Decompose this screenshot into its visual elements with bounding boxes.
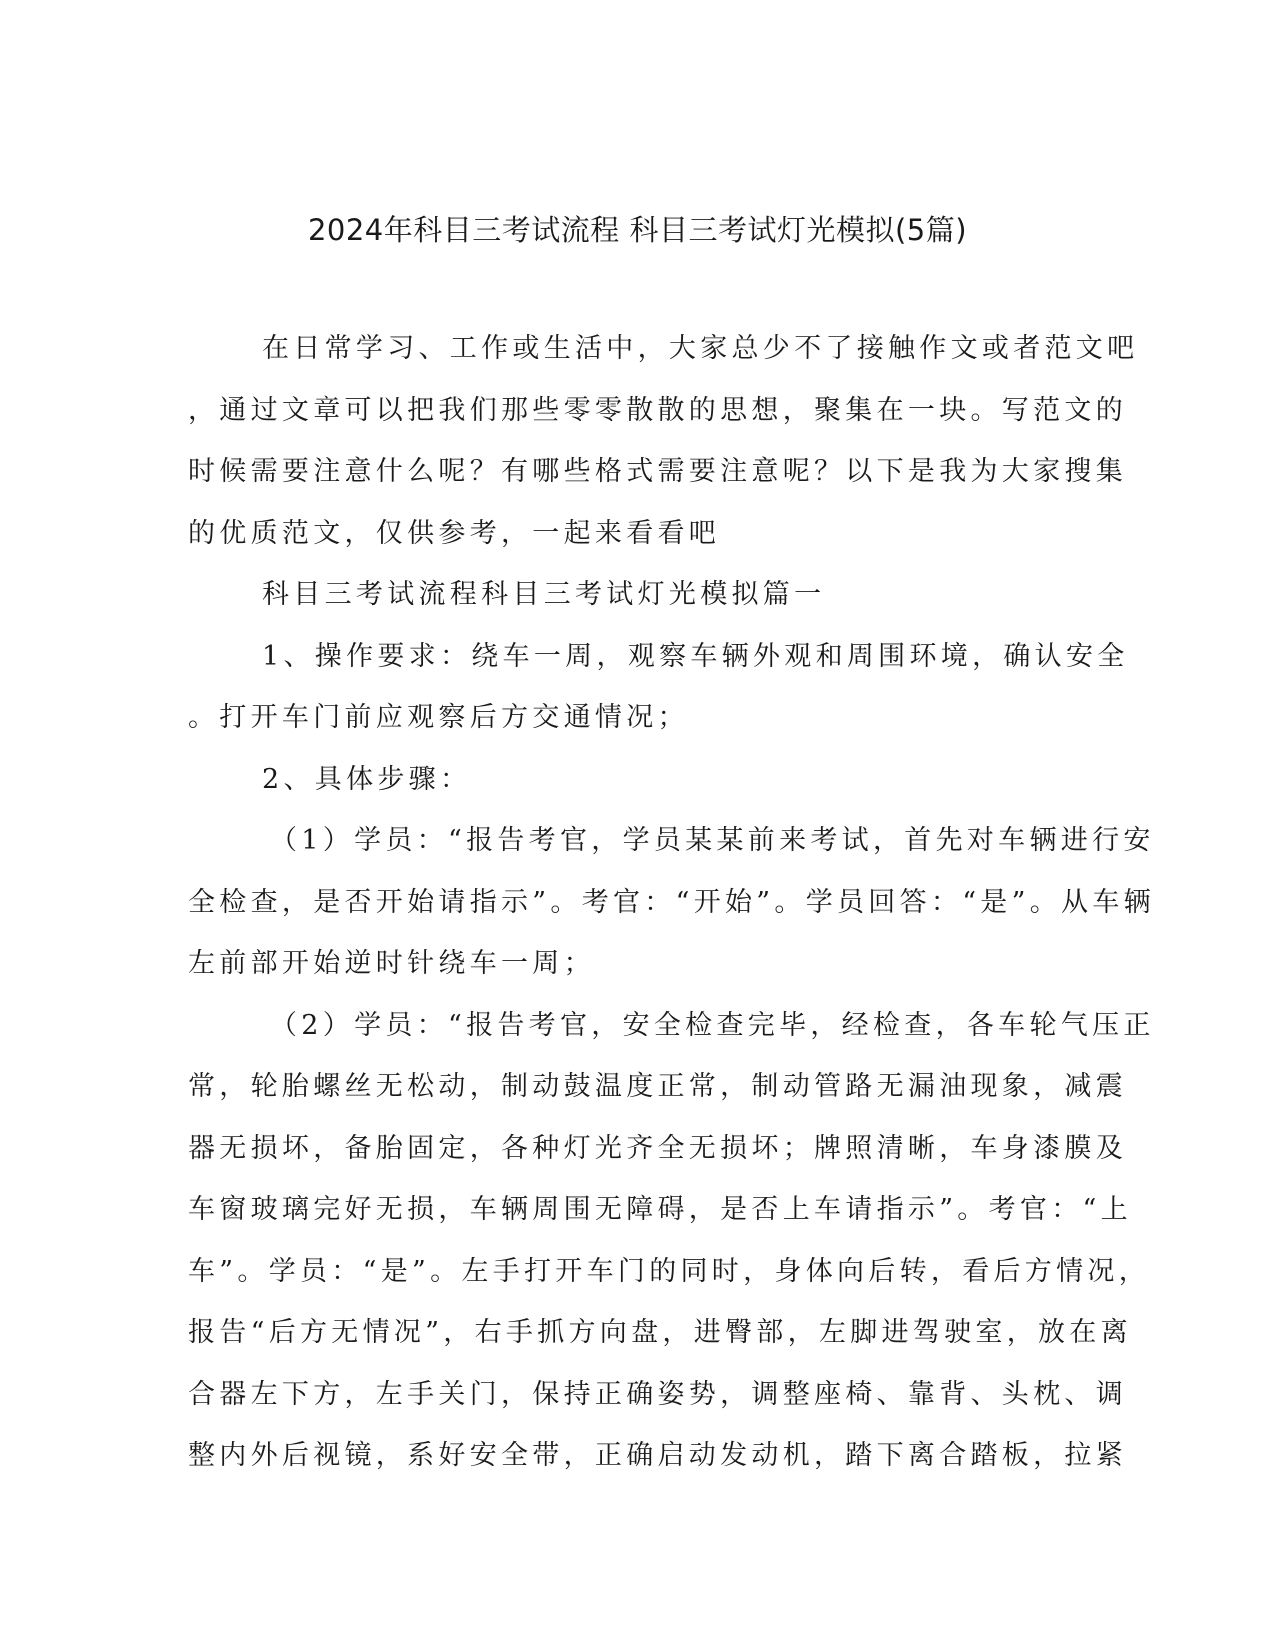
paragraph-line: ，通过文章可以把我们那些零零散散的思想，聚集在一块。写范文的 bbox=[188, 394, 1127, 426]
paragraph-line: 全检查，是否开始请指示”。考官：“开始”。学员回答：“是”。从车辆 bbox=[188, 886, 1155, 918]
paragraph-line: 器无损坏，备胎固定，各种灯光齐全无损坏；牌照清晰，车身漆膜及 bbox=[188, 1132, 1127, 1164]
paragraph-line: 左前部开始逆时针绕车一周； bbox=[188, 948, 595, 979]
paragraph-line: 。打开车门前应观察后方交通情况； bbox=[188, 702, 689, 733]
paragraph-line: 1、操作要求：绕车一周，观察车辆外观和周围环境，确认安全 bbox=[262, 640, 1129, 672]
paragraph-line: 车窗玻璃完好无损，车辆周围无障碍，是否上车请指示”。考官：“上 bbox=[188, 1194, 1132, 1225]
paragraph-line: 在日常学习、工作或生活中，大家总少不了接触作文或者范文吧 bbox=[262, 333, 1139, 364]
paragraph-line: 车”。学员：“是”。左手打开车门的同时，身体向后转，看后方情况， bbox=[188, 1255, 1151, 1287]
paragraph-line: （1）学员：“报告考官，学员某某前来考试，首先对车辆进行安 bbox=[270, 825, 1155, 856]
paragraph-line: 常，轮胎螺丝无松动，制动鼓温度正常，制动管路无漏油现象，减震 bbox=[188, 1071, 1127, 1102]
document-title: 2024年科目三考试流程 科目三考试灯光模拟(5篇) bbox=[307, 213, 968, 247]
paragraph-line: 报告“后方无情况”，右手抓方向盘，进臀部，左脚进驾驶室，放在离 bbox=[188, 1317, 1132, 1348]
paragraph-line: 时候需要注意什么呢？有哪些格式需要注意呢？以下是我为大家搜集 bbox=[188, 456, 1127, 487]
document-body bbox=[188, 329, 1155, 1498]
paragraph-line: 的优质范文，仅供参考，一起来看看吧 bbox=[188, 517, 721, 549]
paragraph-line: 合器左下方，左手关门，保持正确姿势，调整座椅、靠背、头枕、调 bbox=[188, 1378, 1127, 1410]
paragraph-line: （2）学员：“报告考官，安全检查完毕，经检查，各车轮气压正 bbox=[270, 1009, 1155, 1041]
paragraph-line: 2、具体步骤： bbox=[262, 763, 472, 795]
section-heading: 科目三考试流程科目三考试灯光模拟篇一 bbox=[262, 579, 826, 610]
paragraph-line: 整内外后视镜，系好安全带，正确启动发动机，踏下离合踏板，拉紧 bbox=[188, 1440, 1127, 1471]
